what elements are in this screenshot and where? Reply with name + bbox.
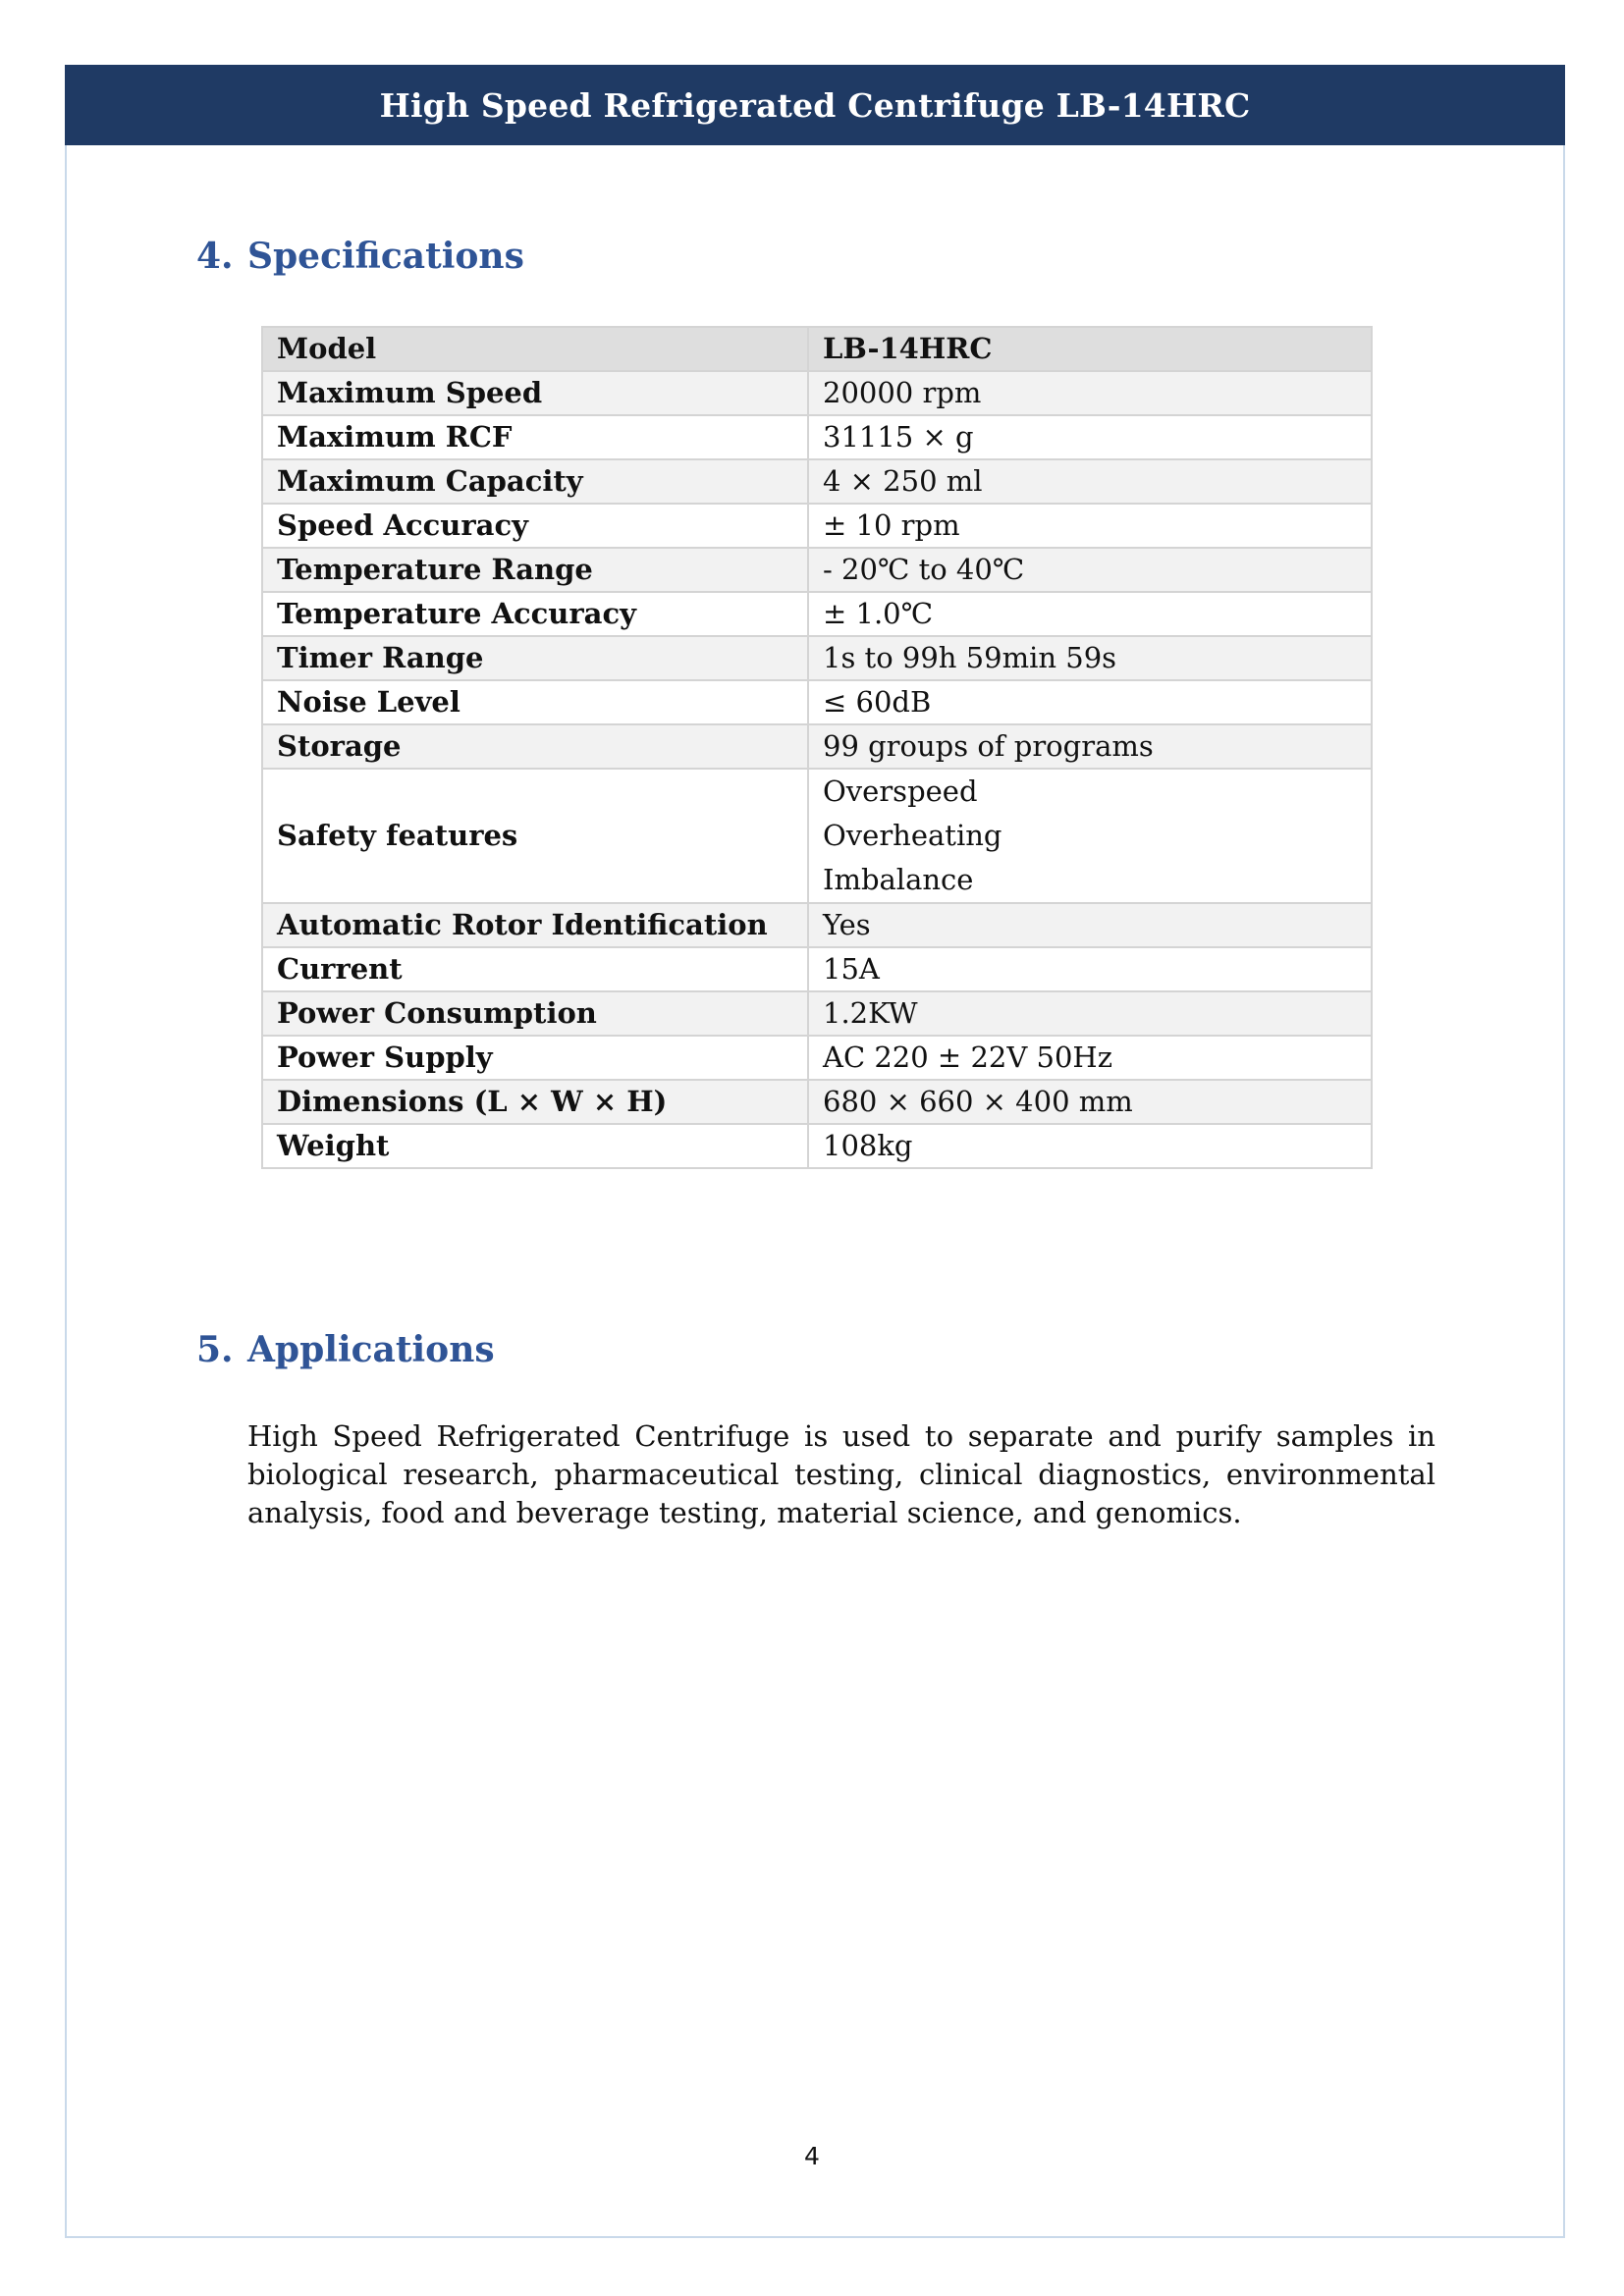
table-row <box>262 991 1372 1036</box>
header-cell-value: LB-14HRC <box>808 327 1372 371</box>
applications-paragraph: High Speed Refrigerated Centrifuge is used to separate and purify samples in biological research, pharmaceutical testing, clinical diagnostics, environmental analysis, food and beverage testing, material science, and genomics. <box>247 1419 1435 1529</box>
table-row <box>262 724 1372 769</box>
spec-label: Maximum Speed <box>262 371 808 415</box>
table-row <box>262 415 1372 459</box>
specifications-table <box>261 326 1373 1169</box>
section-number: 5. <box>196 1329 234 1370</box>
spec-value-line: Overspeed <box>823 774 978 808</box>
spec-value: - 20℃ to 40℃ <box>808 548 1372 592</box>
spec-value: 15A <box>808 947 1372 991</box>
spec-value: Yes <box>808 903 1372 947</box>
table-row <box>262 947 1372 991</box>
header-bar <box>65 65 1565 145</box>
section-title: Specifications <box>247 236 524 277</box>
table-row <box>262 1036 1372 1080</box>
table-row <box>262 1124 1372 1168</box>
spec-value: 680 × 660 × 400 mm <box>808 1080 1372 1124</box>
spec-value <box>808 769 1372 903</box>
spec-label: Temperature Range <box>262 548 808 592</box>
table-row <box>262 903 1372 947</box>
table-row <box>262 636 1372 680</box>
spec-value: 20000 rpm <box>808 371 1372 415</box>
spec-label: Current <box>262 947 808 991</box>
spec-label: Weight <box>262 1124 808 1168</box>
spec-label: Temperature Accuracy <box>262 592 808 636</box>
table-header-row <box>262 327 1372 371</box>
spec-value: 4 × 250 ml <box>808 459 1372 504</box>
spec-label: Safety features <box>262 769 808 903</box>
table-row <box>262 592 1372 636</box>
spec-value: 1.2KW <box>808 991 1372 1036</box>
spec-label: Timer Range <box>262 636 808 680</box>
spec-value: ± 10 rpm <box>808 504 1372 548</box>
spec-value: 31115 × g <box>808 415 1372 459</box>
applications-heading <box>196 1329 495 1370</box>
spec-value-line: Overheating <box>823 819 1002 852</box>
section-title: Applications <box>247 1329 495 1370</box>
spec-value: 108kg <box>808 1124 1372 1168</box>
spec-value: AC 220 ± 22V 50Hz <box>808 1036 1372 1080</box>
spec-label: Storage <box>262 724 808 769</box>
spec-label: Speed Accuracy <box>262 504 808 548</box>
spec-label: Power Supply <box>262 1036 808 1080</box>
spec-value: ± 1.0℃ <box>808 592 1372 636</box>
spec-label: Automatic Rotor Identification <box>262 903 808 947</box>
spec-label: Noise Level <box>262 680 808 724</box>
spec-label: Power Consumption <box>262 991 808 1036</box>
section-number: 4. <box>196 236 234 277</box>
spec-value: 1s to 99h 59min 59s <box>808 636 1372 680</box>
table-row <box>262 504 1372 548</box>
spec-value: ≤ 60dB <box>808 680 1372 724</box>
spec-label: Dimensions (L × W × H) <box>262 1080 808 1124</box>
spec-label: Maximum Capacity <box>262 459 808 504</box>
table-row <box>262 769 1372 903</box>
table-body <box>262 371 1372 1168</box>
page-number: 4 <box>804 2142 820 2170</box>
spec-value-line: Imbalance <box>823 863 974 896</box>
header-cell-label: Model <box>262 327 808 371</box>
table-row <box>262 680 1372 724</box>
spec-label: Maximum RCF <box>262 415 808 459</box>
specifications-heading <box>196 236 524 277</box>
table-row <box>262 371 1372 415</box>
spec-value: 99 groups of programs <box>808 724 1372 769</box>
table-row <box>262 1080 1372 1124</box>
table-row <box>262 548 1372 592</box>
table-row <box>262 459 1372 504</box>
document-title: High Speed Refrigerated Centrifuge LB-14HRC <box>379 85 1251 125</box>
